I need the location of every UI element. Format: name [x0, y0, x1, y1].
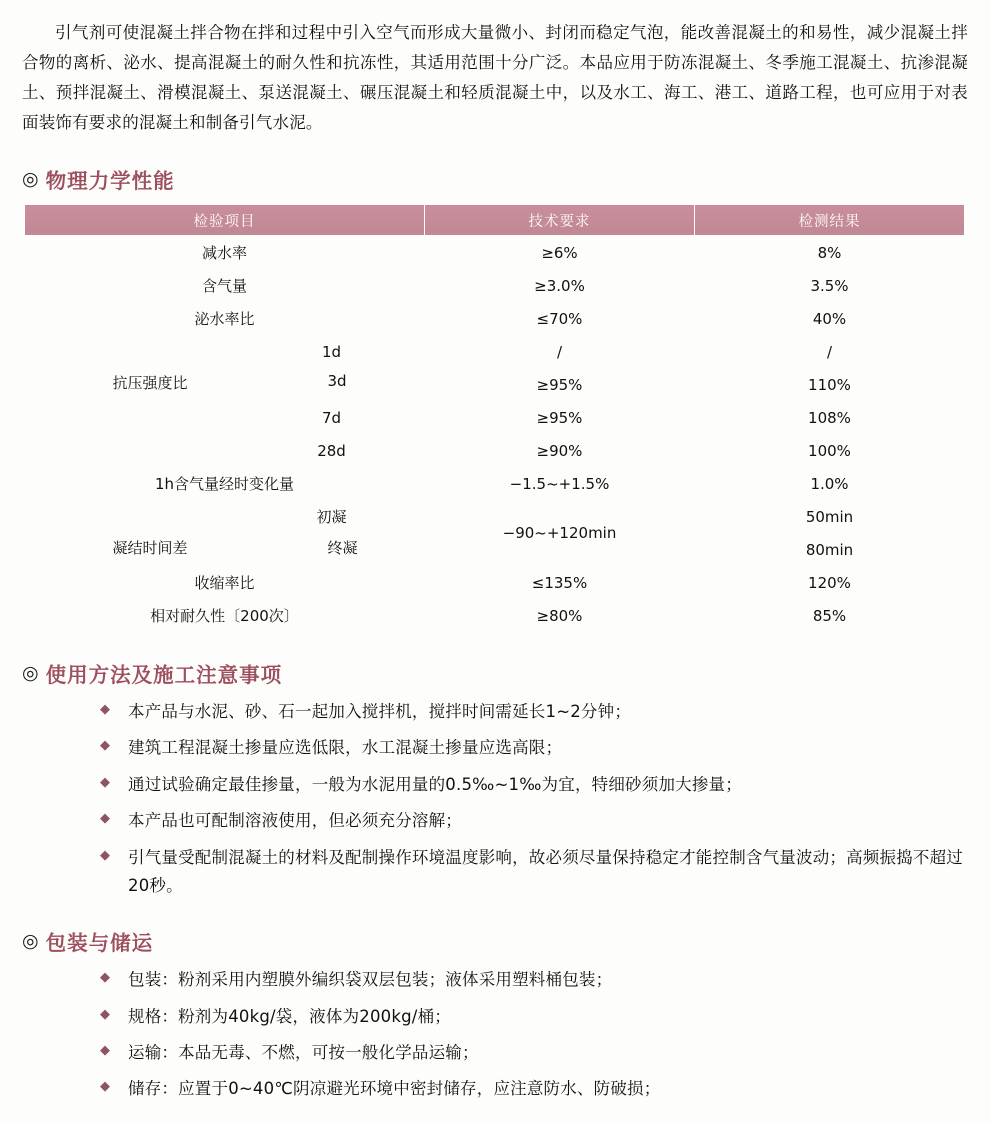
list-item-text: 运输：本品无毒、不燃，可按一般化学品运输； — [128, 1043, 479, 1063]
bullet-diamond-icon: ◆ — [100, 970, 110, 986]
row-group-cell — [25, 368, 425, 401]
row-sublabel: 28d — [317, 441, 346, 460]
section-heading-physical-properties — [22, 164, 968, 194]
table-header-cell: 技术要求 — [425, 205, 695, 236]
row-requirement: −90~+120min — [502, 524, 617, 543]
row-group-label: 凝结时间差 — [112, 539, 188, 558]
section-title: 使用方法及施工注意事项 — [45, 663, 283, 688]
row-requirement: ≤135% — [531, 573, 588, 592]
row-result: 120% — [808, 573, 851, 592]
spec-table — [24, 204, 965, 632]
row-group-cell — [25, 533, 425, 566]
bullet-diamond-icon: ◆ — [100, 1079, 110, 1095]
row-label: 收缩率比 — [194, 574, 255, 593]
usage-list — [22, 698, 968, 900]
list-item-text: 引气量受配制混凝土的材料及配制操作环境温度影响，故必须尽量保持稳定才能控制含气量波动；高频振捣不超过20秒。 — [128, 847, 963, 895]
section-marker-icon: ◎ — [22, 929, 39, 952]
table-row — [25, 302, 965, 335]
list-item — [100, 698, 968, 726]
row-requirement: ≥95% — [536, 375, 583, 394]
list-item — [100, 966, 968, 994]
section-heading-usage — [22, 658, 968, 688]
row-result: 110% — [808, 375, 851, 394]
row-result: 3.5% — [810, 276, 849, 295]
table-header-row — [25, 205, 965, 236]
list-item — [100, 1075, 968, 1103]
list-item-text: 建筑工程混凝土掺量应选低限，水工混凝土掺量应选高限； — [128, 738, 563, 758]
bullet-diamond-icon: ◆ — [100, 847, 110, 863]
table-row — [25, 368, 965, 401]
row-requirement: ≤70% — [536, 309, 583, 328]
row-result: 80min — [805, 540, 854, 559]
row-group-label: 抗压强度比 — [112, 374, 188, 393]
row-label: 含气量 — [201, 277, 247, 296]
table-row — [25, 467, 965, 500]
section-marker-icon: ◎ — [22, 661, 39, 684]
list-item — [100, 807, 968, 835]
row-result: 8% — [817, 243, 842, 262]
row-label: 1h含气量经时变化量 — [154, 475, 295, 494]
table-row — [25, 236, 965, 270]
list-item — [100, 1003, 968, 1031]
table-row — [25, 599, 965, 632]
table-row — [25, 335, 965, 368]
row-sublabel: 1d — [321, 342, 342, 361]
bullet-diamond-icon: ◆ — [100, 774, 110, 790]
list-item-text: 通过试验确定最佳掺量，一般为水泥用量的0.5‰~1‰为宜，特细砂须加大掺量； — [128, 774, 742, 794]
row-result: 40% — [812, 309, 847, 328]
table-row — [25, 401, 965, 434]
list-item — [100, 734, 968, 762]
bullet-diamond-icon: ◆ — [100, 702, 110, 718]
row-label: 泌水率比 — [194, 310, 255, 329]
intro-paragraph: 引气剂可使混凝土拌合物在拌和过程中引入空气而形成大量微小、封闭而稳定气泡，能改善混凝土的和易性，减少混凝土拌合物的离析、泌水、提高混凝土的耐久性和抗冻性，其适用范围十分广泛。本品应用于防冻混凝土、冬季施工混凝土、抗渗混凝土、预拌混凝土、滑模混凝土、泵送混凝土、碾压混凝土和轻质混凝土中，以及水工、海工、港工、道路工程，也可应用于对表面装饰有要求的混凝土和制备引气水泥。 — [22, 23, 968, 133]
row-label: 减水率 — [201, 244, 247, 263]
row-requirement: ≥6% — [541, 243, 578, 262]
row-requirement: ≥90% — [536, 441, 583, 460]
section-title: 物理力学性能 — [45, 169, 175, 194]
packaging-list — [22, 966, 968, 1104]
row-sublabel: 3d — [327, 372, 347, 391]
row-requirement: ≥95% — [536, 408, 583, 427]
list-item-text: 规格：粉剂为40kg/袋，液体为200kg/桶； — [128, 1006, 451, 1026]
row-requirement: / — [556, 342, 563, 361]
table-row — [25, 500, 965, 533]
row-result: 50min — [805, 507, 854, 526]
bullet-diamond-icon: ◆ — [100, 1006, 110, 1022]
table-row — [25, 434, 965, 467]
list-item-text: 本产品也可配制溶液使用，但必须充分溶解； — [128, 811, 462, 831]
list-item — [100, 844, 968, 901]
table-header-cell: 检验项目 — [25, 205, 425, 236]
row-requirement: −1.5~+1.5% — [509, 474, 610, 493]
section-heading-packaging — [22, 926, 968, 956]
row-requirement: ≥80% — [536, 606, 583, 625]
bullet-diamond-icon: ◆ — [100, 738, 110, 754]
section-marker-icon: ◎ — [22, 167, 39, 190]
row-sublabel: 终凝 — [327, 539, 358, 558]
bullet-diamond-icon: ◆ — [100, 811, 110, 827]
list-item-text: 本产品与水泥、砂、石一起加入搅拌机，搅拌时间需延长1~2分钟； — [128, 702, 632, 722]
section-title: 包装与储运 — [45, 931, 154, 956]
row-sublabel: 初凝 — [316, 508, 347, 527]
table-row — [25, 566, 965, 599]
row-result: 85% — [812, 606, 847, 625]
list-item-text: 包装：粉剂采用内塑膜外编织袋双层包装；液体采用塑料桶包装； — [128, 970, 613, 990]
row-sublabel: 7d — [321, 408, 342, 427]
row-result: 100% — [808, 441, 851, 460]
list-item — [100, 1039, 968, 1067]
list-item-text: 储存：应置于0~40℃阴凉避光环境中密封储存，应注意防水、防破损； — [128, 1079, 661, 1099]
bullet-diamond-icon: ◆ — [100, 1043, 110, 1059]
table-header-cell: 检测结果 — [695, 205, 965, 236]
row-label: 相对耐久性〔200次〕 — [150, 607, 299, 626]
row-result: 1.0% — [810, 474, 849, 493]
row-result: / — [826, 342, 833, 361]
row-result: 108% — [808, 408, 851, 427]
list-item — [100, 771, 968, 799]
row-requirement: ≥3.0% — [534, 276, 585, 295]
table-row — [25, 269, 965, 302]
